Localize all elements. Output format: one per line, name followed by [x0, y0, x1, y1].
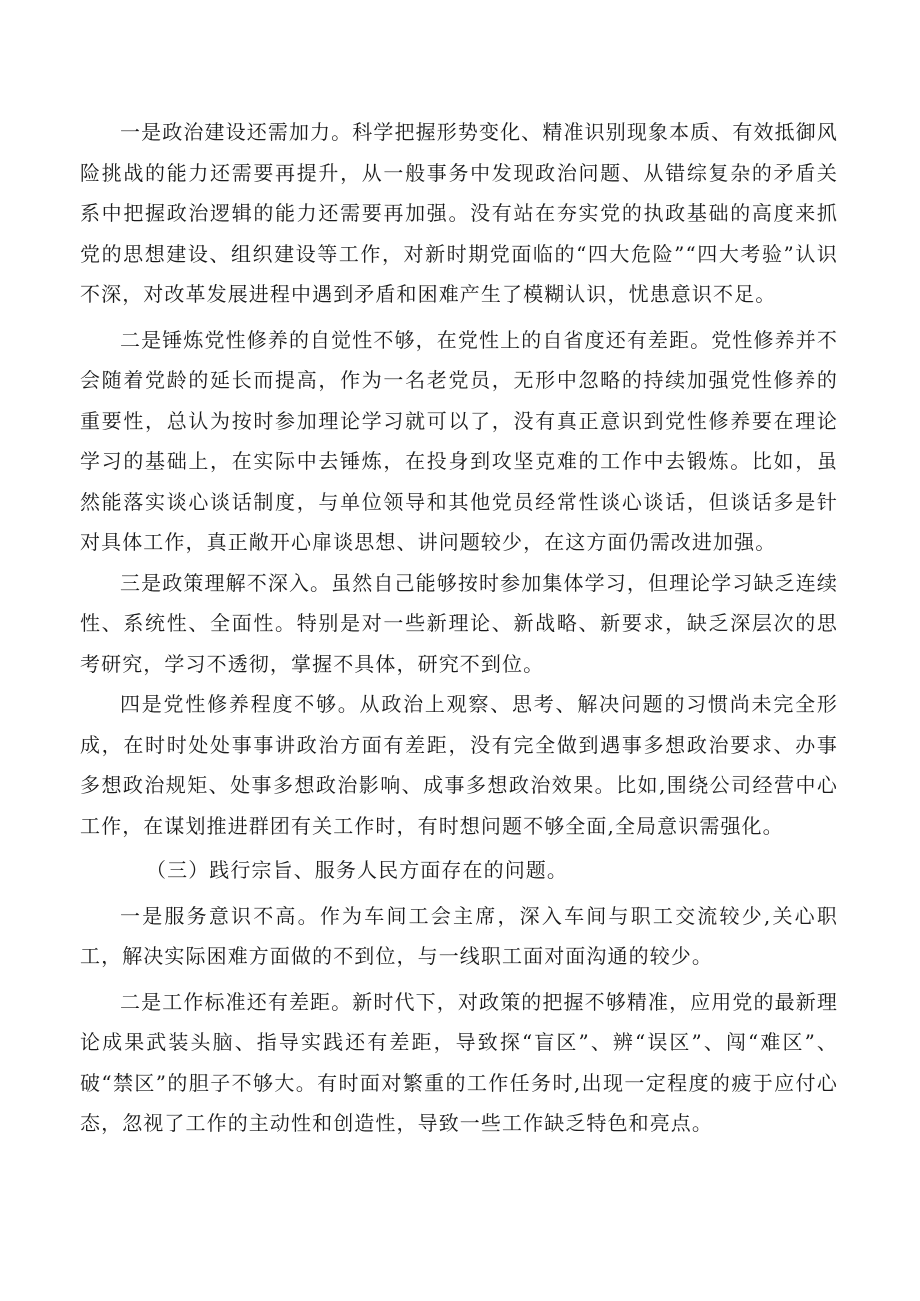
document-body	[80, 112, 838, 1144]
paragraph-policy-understanding: 三是政策理解不深入。虽然自己能够按时参加集体学习，但理论学习缺乏连续性、系统性、全面性。特别是对一些新理论、新战略、新要求，缺乏深层次的思考研究，学习不透彻，掌握不具体，研究不到位。	[80, 570, 838, 676]
paragraph-political-construction: 一是政治建设还需加力。科学把握形势变化、精准识别现象本质、有效抵御风险挑战的能力还需要再提升，从一般事务中发现政治问题、从错综复杂的矛盾关系中把握政治逻辑的能力还需要再加强。没有站在夯实党的执政基础的高度来抓党的思想建设、组织建设等工作，对新时期党面临的“四大危险”“四大考验”认识不深，对改革发展进程中遇到矛盾和困难产生了模糊认识，忧患意识不足。	[80, 120, 838, 306]
paragraph-service-awareness: 一是服务意识不高。作为车间工会主席，深入车间与职工交流较少,关心职工，解决实际困难方面做的不到位，与一线职工面对面沟通的较少。	[80, 903, 838, 968]
paragraph-party-spirit-cultivation: 四是党性修养程度不够。从政治上观察、思考、解决问题的习惯尚未完全形成，在时时处处事事讲政治方面有差距，没有完全做到遇事多想政治要求、办事多想政治规矩、处事多想政治影响、成事多想政治效果。比如,围绕公司经营中心工作，在谋划推进群团有关工作时，有时想问题不够全面,全局意识需强化。	[80, 692, 838, 838]
paragraph-work-standards: 二是工作标准还有差距。新时代下，对政策的把握不够精准，应用党的最新理论成果武装头脑、指导实践还有差距，导致探“盲区”、辨“误区”、闯“难区”、破“禁区”的胆子不够大。有时面对繁重的工作任务时,出现一定程度的疲于应付心态，忽视了工作的主动性和创造性，导致一些工作缺乏特色和亮点。	[80, 989, 838, 1135]
section-heading-serving-people: （三）践行宗旨、服务人民方面存在的问题。	[146, 858, 568, 882]
paragraph-party-spirit-self-awareness: 二是锤炼党性修养的自觉性不够，在党性上的自省度还有差距。党性修养并不会随着党龄的延长而提高，作为一名老党员，无形中忽略的持续加强党性修养的重要性，总认为按时参加理论学习就可以了，没有真正意识到党性修养要在理论学习的基础上，在实际中去锤炼，在投身到攻坚克难的工作中去锻炼。比如，虽然能落实谈心谈话制度，与单位领导和其他党员经常性谈心谈话，但谈话多是针对具体工作，真正敞开心扉谈思想、讲问题较少，在这方面仍需改进加强。	[80, 327, 838, 554]
